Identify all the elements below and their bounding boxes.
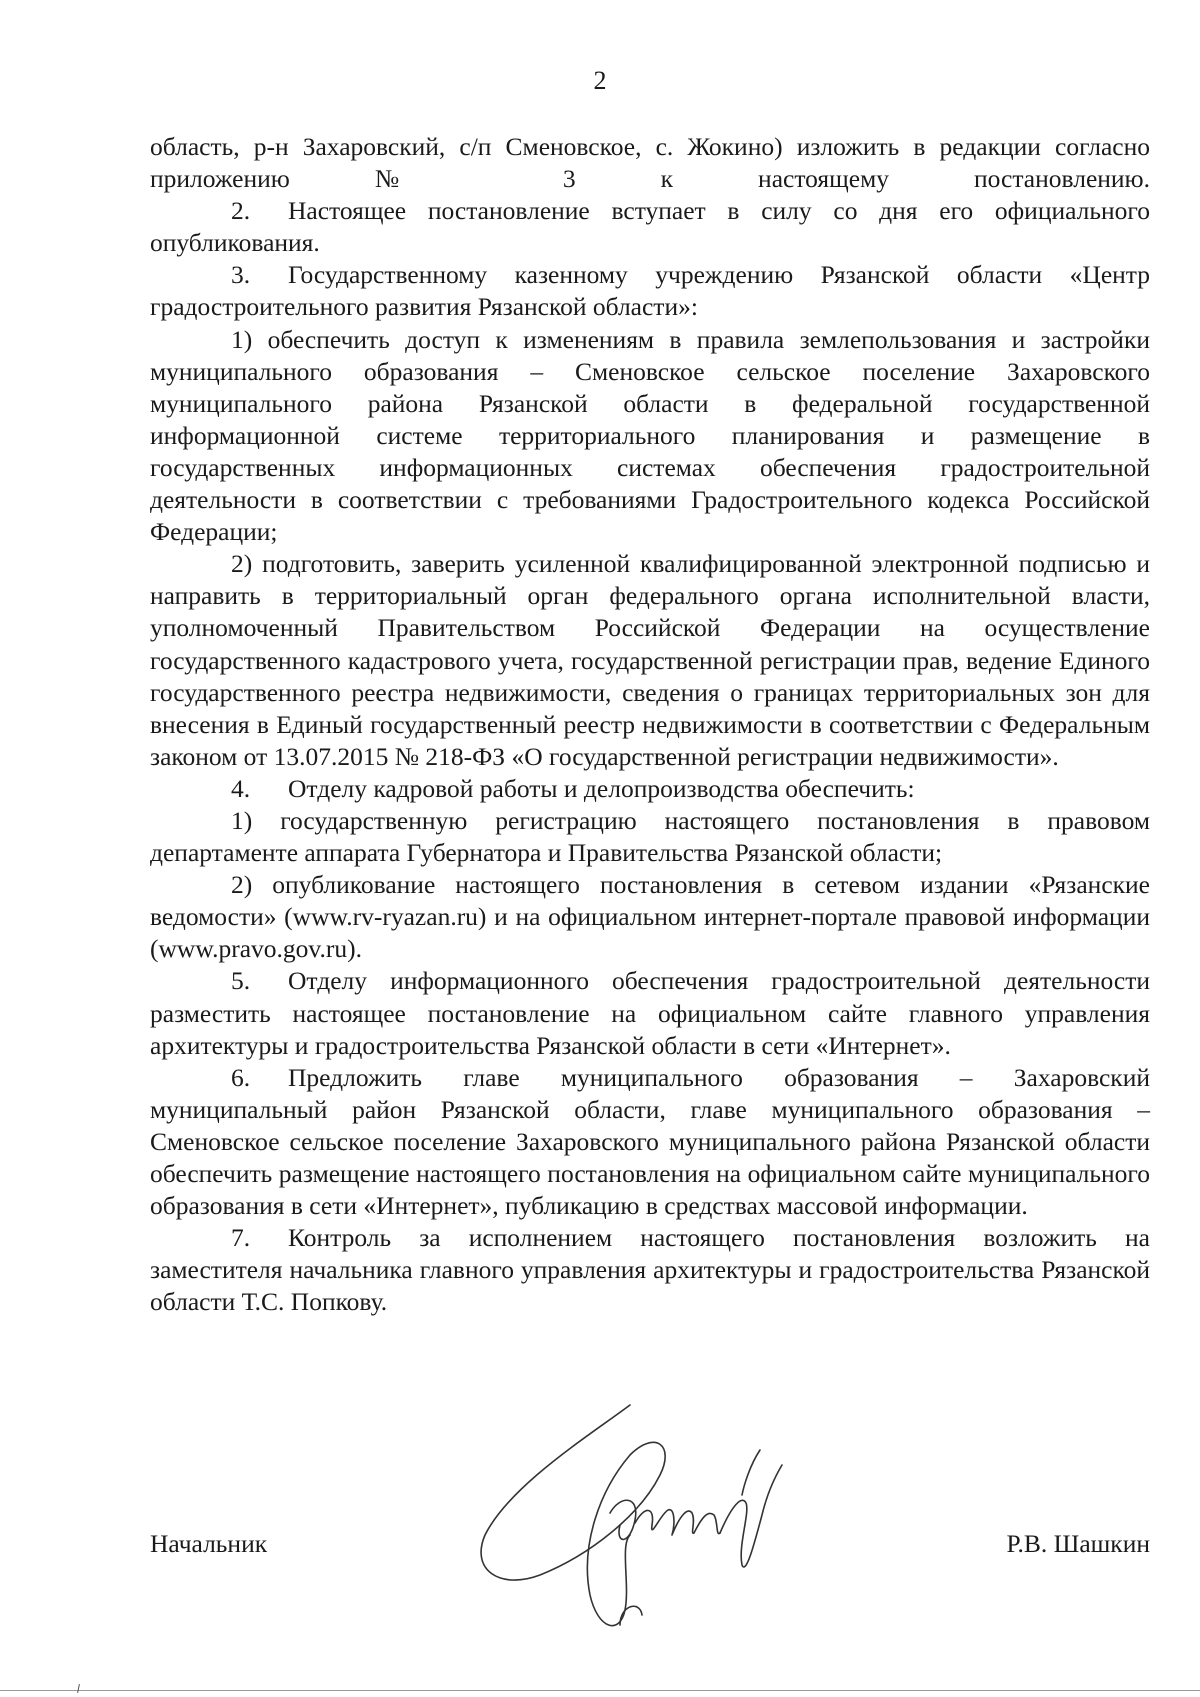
subparagraph-3-2: 2) подготовить, заверить усиленной квалифицированной электронной подписью и направить в территориальный орган федерального органа исполнительной власти, уполномоченный Правительством Российской Федерации на осуществление государственного кадастрового учета, государственной регистрации прав, ведение Единого государственного реестра недвижимости, сведения о границах территориальных зон для внесения в Единый государственный реестр недвижимости в соответствии с Федеральным законом от 13.07.2015 № 218-ФЗ «О государственной регистрации недвижимости». — [150, 549, 1150, 771]
page-number: 2 — [593, 66, 607, 95]
subparagraph-3-1: 1) обеспечить доступ к изменениям в правила землепользования и застройки муниципального образования – Сменовское сельское поселение Захаровского муниципального района Рязанской области в федеральной государственной информационной системе территориального планирования и размещение в государственных информационных системах обеспечения градостроительной деятельности в соответствии с требованиями Градостроительного кодекса Российской Федерации; — [150, 324, 1150, 547]
paragraph-number: 3. — [231, 260, 251, 290]
handwritten-signature — [470, 1395, 800, 1645]
paragraph-6: 6. Предложить главе муниципального образования – Захаровский муниципальный район Рязанской области, главе муниципального образования – Сменовское сельское поселение Захаровского муниципального района Рязанской области обеспечить размещение настоящего постановления на официальном сайте муниципального образования в сети «Интернет», публикацию в средствах массовой информации. — [150, 1062, 1150, 1221]
subparagraph-4-1: 1) государственную регистрацию настоящего постановления в правовом департаменте аппарата Губернатора и Правительства Рязанской области; — [150, 805, 1150, 868]
subparagraph-4-2: 2) опубликование настоящего постановления в сетевом издании «Рязанские ведомости» (www.rv-ryazan.ru) и на официальном интернет-портале правовой информации (www.pravo.gov.ru). — [150, 870, 1150, 964]
paragraph-number: 5. — [231, 966, 251, 996]
paragraph-2: 2. Настоящее постановление вступает в силу со дня его официального опубликования. — [150, 196, 1150, 258]
scan-artifact-mark — [77, 1684, 80, 1693]
scan-edge-line — [0, 1690, 1200, 1691]
paragraph-7: 7. Контроль за исполнением настоящего постановления возложить на заместителя начальника главного управления архитектуры и градостроительства Рязанской области Т.С. Попкову. — [150, 1223, 1150, 1317]
paragraph-5: 5. Отделу информационного обеспечения градостроительной деятельности разместить настоящее постановление на официальном сайте главного управления архитектуры и градостроительства Рязанской области в сети «Интернет». — [150, 966, 1150, 1060]
paragraph-number: 2. — [231, 196, 251, 226]
paragraph-3: 3. Государственному казенному учреждению Рязанской области «Центр градостроительного развития Рязанской области»: — [150, 260, 1150, 322]
signatory-title: Начальник — [150, 1529, 268, 1558]
paragraph-number: 7. — [231, 1223, 251, 1253]
signatory-name: Р.В. Шашкин — [1006, 1529, 1150, 1558]
document-body — [150, 131, 1150, 1318]
paragraph-4: 4. Отделу кадровой работы и делопроизводства обеспечить: — [150, 773, 1150, 805]
paragraph-number: 6. — [231, 1062, 251, 1092]
paragraph-1-continuation: область, р-н Захаровский, с/п Сменовское, с. Жокино) изложить в редакции согласно приложению № 3 к настоящему постановлению. — [150, 132, 1150, 194]
paragraph-number: 4. — [231, 773, 251, 803]
